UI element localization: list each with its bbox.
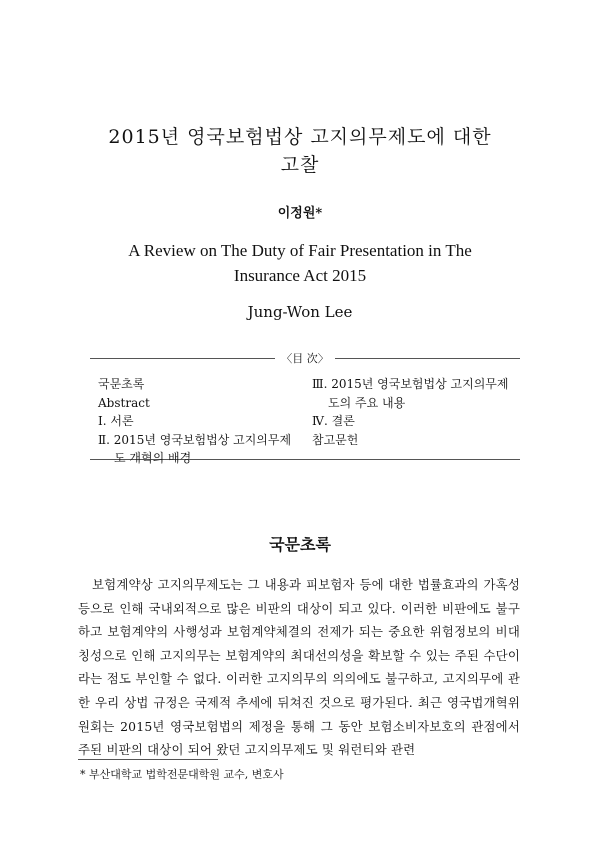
table-of-contents: [90, 352, 520, 465]
toc-heading: 〈目 次〉: [90, 350, 520, 366]
toc-item: Ⅲ. 2015년 영국보험법상 고지의무제: [312, 377, 509, 391]
toc-right-column: [312, 375, 517, 449]
english-title-line-1: A Review on The Duty of Fair Presentation in The: [128, 241, 472, 260]
abstract-heading: 국문초록: [269, 535, 331, 554]
toc-left-column: [98, 375, 308, 468]
toc-item-continued: 도 개혁의 배경: [114, 451, 192, 465]
korean-author: 이정원*: [277, 206, 323, 221]
footnote-divider: [78, 759, 218, 760]
toc-item: Abstract: [98, 395, 150, 410]
korean-title-line-2: 고찰: [280, 154, 320, 176]
toc-item: Ⅱ. 2015년 영국보험법상 고지의무제: [98, 432, 292, 447]
korean-title-line-1: 2015년 영국보험법상 고지의무제도에 대한: [108, 126, 492, 148]
toc-item: Ⅳ. 결론: [312, 414, 355, 428]
toc-item: Ⅰ. 서론: [98, 414, 134, 428]
english-author: Jung-Won Lee: [247, 303, 353, 321]
toc-item: 국문초록: [98, 377, 145, 391]
author-footnote: * 부산대학교 법학전문대학원 교수, 변호사: [80, 768, 284, 781]
toc-item-continued: 도의 주요 내용: [328, 395, 406, 410]
toc-item: 참고문헌: [312, 432, 359, 447]
abstract-body: 보험계약상 고지의무제도는 그 내용과 피보험자 등에 대한 법률효과의 가혹성 등으로 인해 국내외적으로 많은 비판의 대상이 되고 있다. 이러한 비판에도 불구하고 보험계약의 사행성과 보험계약체결의 전제가 되는 중요한 위험정보의 비대칭성으로 인해 고지의무는 보험계약의 최대선의성을 확보할 수 있는 주된 수단이라는 점도 부인할 수 없다. 이러한 고지의무의 의의에도 불구하고, 고지의무에 관한 우리 상법 규정은 국제적 추세에 뒤쳐진 것으로 평가된다. 최근 영국법개혁위원회는 2015년 영국보험법의 제정을 통해 그 동안 보험소비자보호의 관점에서 주된 비판의 대상이 되어 왔던 고지의무제도 및 워런티와 관련: [78, 577, 520, 758]
english-title-line-2: Insurance Act 2015: [233, 266, 367, 285]
